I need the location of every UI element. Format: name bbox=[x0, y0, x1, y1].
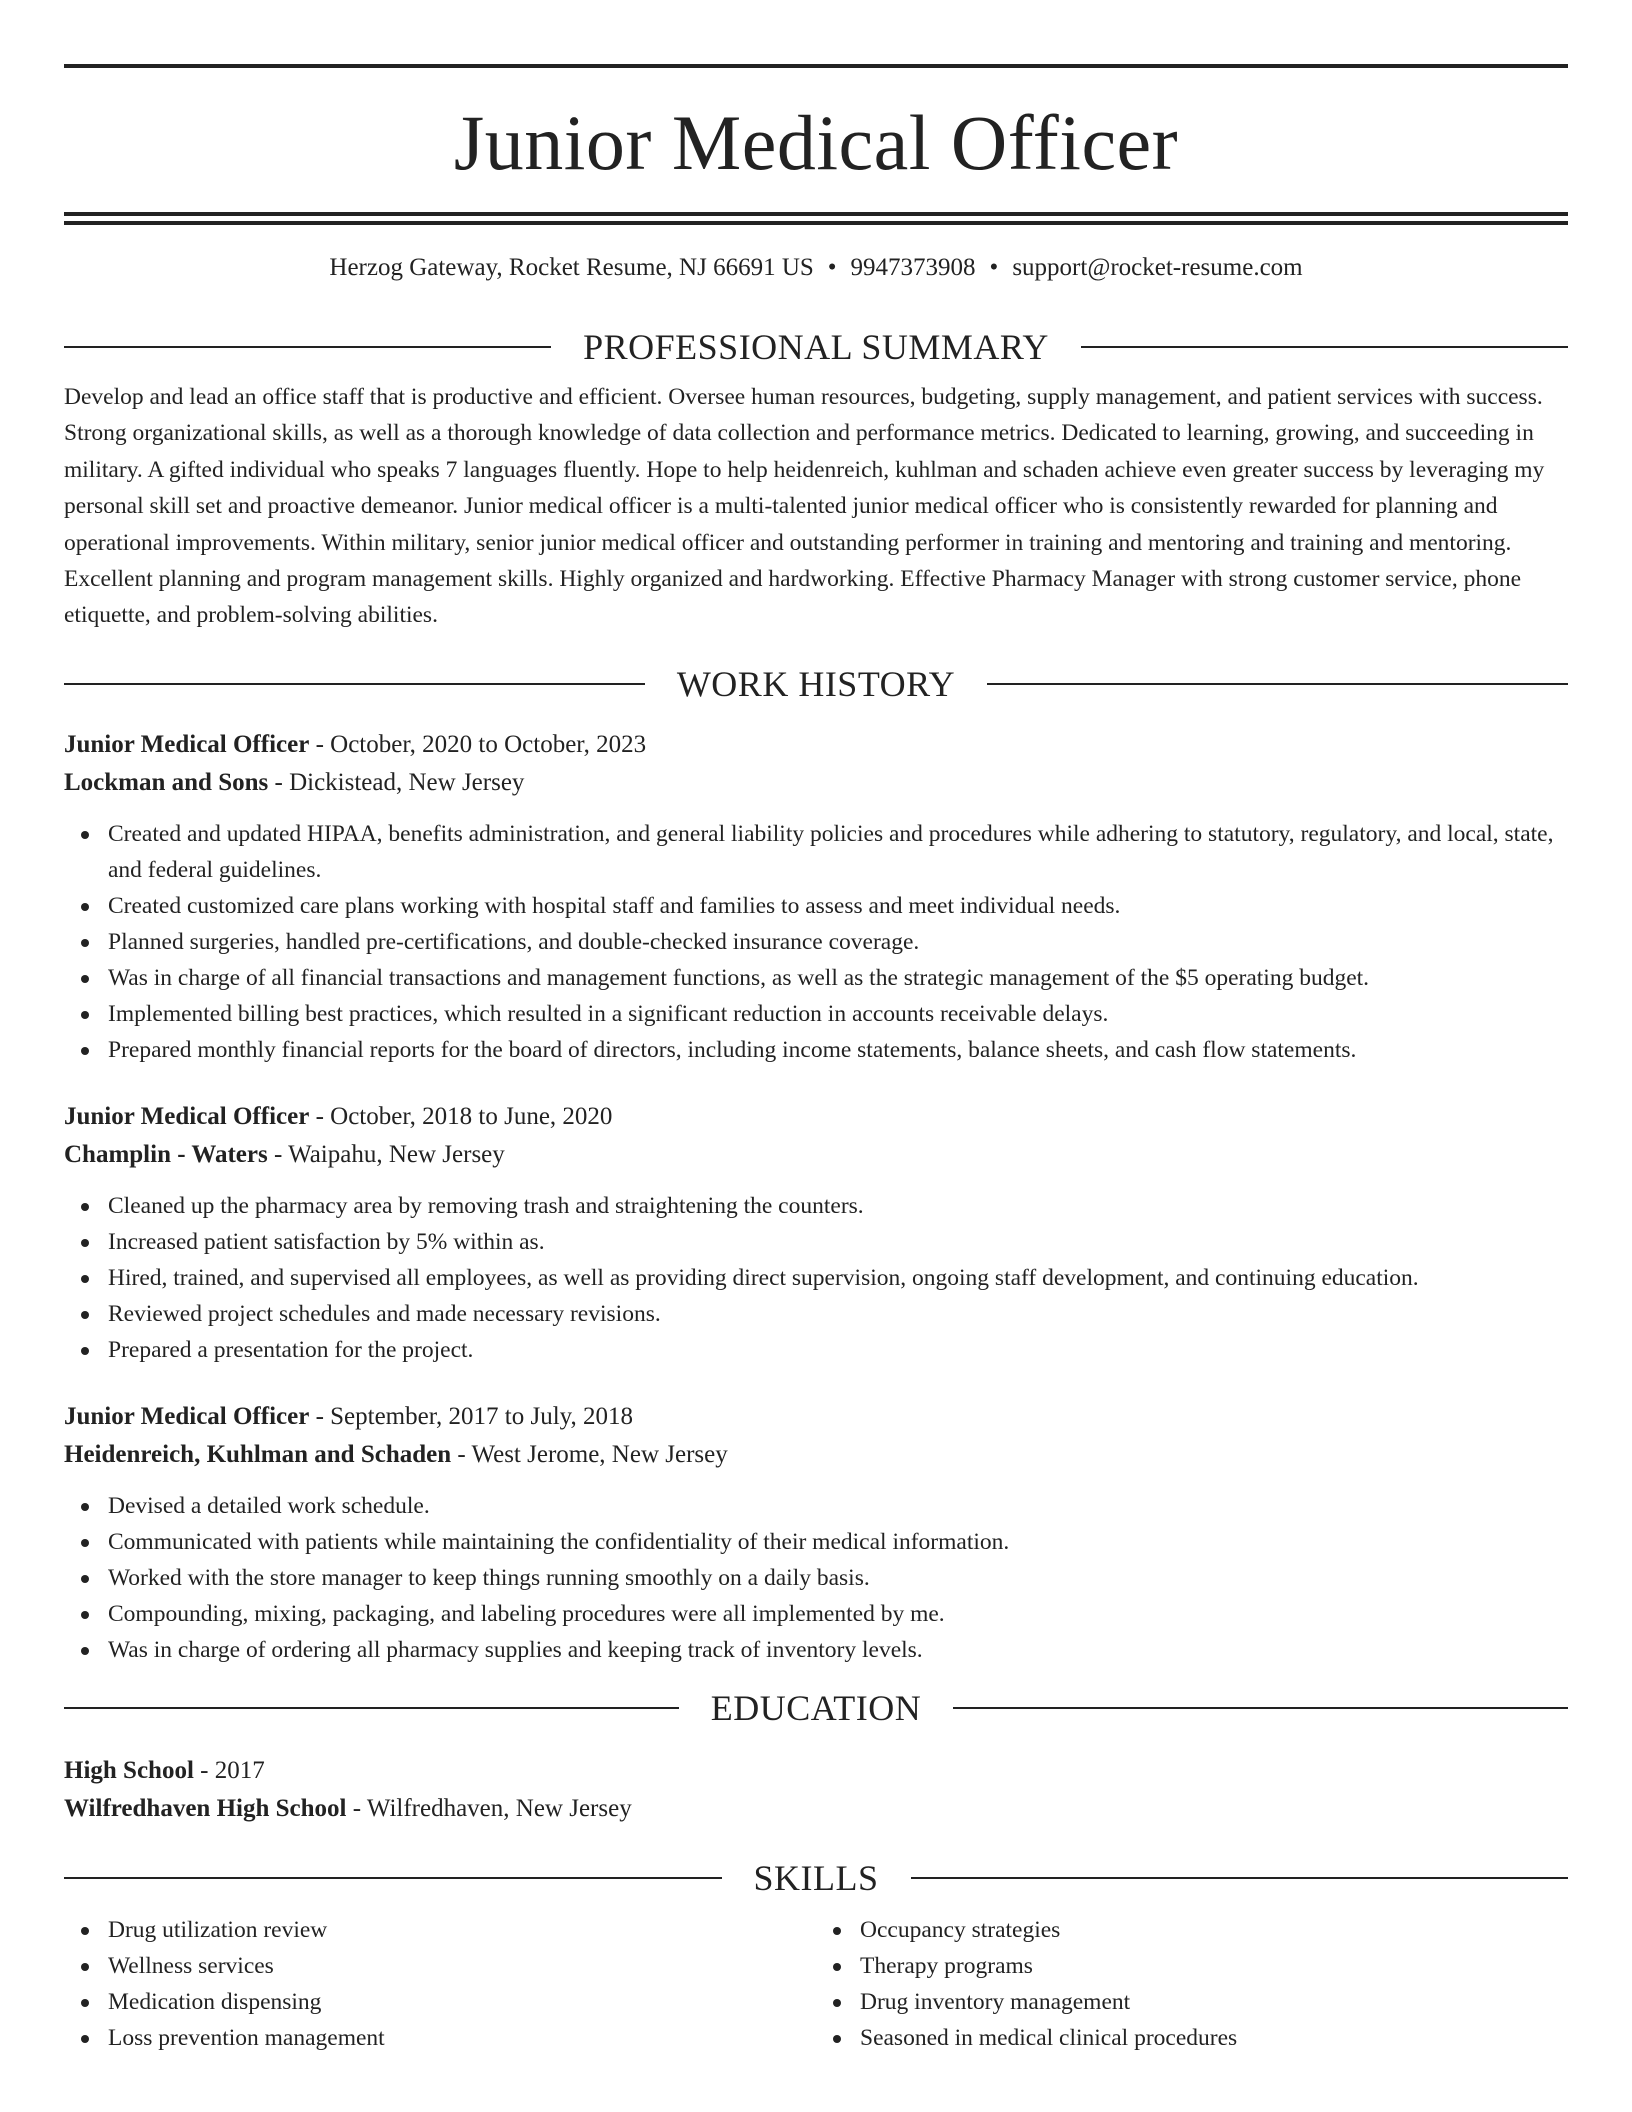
list-item: Prepared a presentation for the project. bbox=[64, 1332, 1568, 1368]
list-item: Worked with the store manager to keep things running smoothly on a daily basis. bbox=[64, 1560, 1568, 1596]
list-item: Reviewed project schedules and made necessary revisions. bbox=[64, 1296, 1568, 1332]
skills-section-heading bbox=[64, 1858, 1568, 1898]
skills-bullets bbox=[64, 1912, 816, 2056]
job-company-line bbox=[64, 1436, 1568, 1474]
contact-separator: • bbox=[989, 254, 999, 281]
list-item: Seasoned in medical clinical procedures bbox=[816, 2020, 1568, 2056]
job-company-line bbox=[64, 764, 1568, 802]
job-entry bbox=[64, 1098, 1568, 1368]
heading-rule bbox=[64, 1877, 722, 1879]
list-item: Was in charge of all financial transactions and management functions, as well as the strategic management of the $5 operating budget. bbox=[64, 960, 1568, 996]
job-title-line bbox=[64, 1098, 1568, 1136]
job-title-line bbox=[64, 1398, 1568, 1436]
summary-heading: PROFESSIONAL SUMMARY bbox=[583, 327, 1049, 367]
job-bullets bbox=[64, 816, 1568, 1068]
heading-rule bbox=[64, 1707, 679, 1709]
job-dates: - September, 2017 to July, 2018 bbox=[309, 1402, 634, 1430]
list-item: Implemented billing best practices, which resulted in a significant reduction in accounts receivable delays. bbox=[64, 996, 1568, 1032]
email: support@rocket-resume.com bbox=[1012, 254, 1303, 281]
heading-rule bbox=[911, 1877, 1569, 1879]
list-item: Hired, trained, and supervised all employees, as well as providing direct supervision, ongoing staff development, and continuing education. bbox=[64, 1260, 1568, 1296]
education-section-heading bbox=[64, 1688, 1568, 1728]
job-entry bbox=[64, 726, 1568, 1068]
list-item: Devised a detailed work schedule. bbox=[64, 1488, 1568, 1524]
job-entry bbox=[64, 1398, 1568, 1668]
list-item: Prepared monthly financial reports for the board of directors, including income statements, balance sheets, and cash flow statements. bbox=[64, 1032, 1568, 1068]
education-year: - 2017 bbox=[193, 1756, 265, 1784]
resume-name-title: Junior Medical Officer bbox=[453, 99, 1179, 186]
list-item: Occupancy strategies bbox=[816, 1912, 1568, 1948]
job-title: Junior Medical Officer bbox=[64, 730, 310, 758]
job-title: Junior Medical Officer bbox=[64, 1102, 310, 1130]
list-item: Medication dispensing bbox=[64, 1984, 816, 2020]
heading-rule bbox=[64, 683, 645, 685]
list-item: Cleaned up the pharmacy area by removing trash and straightening the counters. bbox=[64, 1188, 1568, 1224]
summary-text: Develop and lead an office staff that is productive and efficient. Oversee human resources, budgeting, supply management, and patient services with success. Strong organizational skills, as well as a thorough knowledge of data collection and performance metrics. Dedicated to learning, growing, and succeeding in military. A gifted individual who speaks 7 languages fluently. Hope to help heidenreich, kuhlman and schaden achieve even greater success by leveraging my personal skill set and proactive demeanor. Junior medical officer is a multi-talented junior medical officer who is consistently rewarded for planning and operational improvements. Within military, senior junior medical officer and outstanding performer in training and mentoring and training and mentoring. Excellent planning and program management skills. Highly organized and hardworking. Effective Pharmacy Manager with strong customer service, phone etiquette, and problem-solving abilities. bbox=[64, 384, 1545, 629]
heading-rule bbox=[1081, 346, 1568, 348]
education-school: Wilfredhaven High School bbox=[64, 1794, 347, 1822]
list-item: Was in charge of ordering all pharmacy supplies and keeping track of inventory levels. bbox=[64, 1632, 1568, 1668]
list-item: Compounding, mixing, packaging, and labeling procedures were all implemented by me. bbox=[64, 1596, 1568, 1632]
education-heading: EDUCATION bbox=[710, 1687, 922, 1728]
top-rule bbox=[64, 64, 1568, 68]
work-heading: WORK HISTORY bbox=[676, 663, 956, 704]
list-item: Drug inventory management bbox=[816, 1984, 1568, 2020]
address: Herzog Gateway, Rocket Resume, NJ 66691 US bbox=[329, 254, 814, 281]
job-dates: - October, 2018 to June, 2020 bbox=[309, 1102, 613, 1130]
skills-column-left bbox=[64, 1912, 816, 2056]
phone: 9947373908 bbox=[850, 254, 976, 281]
contact-line bbox=[64, 253, 1568, 283]
list-item: Wellness services bbox=[64, 1948, 816, 1984]
job-title-line bbox=[64, 726, 1568, 764]
heading-rule bbox=[987, 683, 1568, 685]
job-location: - Waipahu, New Jersey bbox=[267, 1140, 505, 1168]
list-item: Created and updated HIPAA, benefits administration, and general liability policies and procedures while adhering to statutory, regulatory, and local, state, and federal guidelines. bbox=[64, 816, 1568, 888]
contact-separator: • bbox=[827, 254, 837, 281]
list-item: Increased patient satisfaction by 5% within as. bbox=[64, 1224, 1568, 1260]
skills-column-right bbox=[816, 1912, 1568, 2056]
job-location: - Dickistead, New Jersey bbox=[268, 768, 525, 796]
education-school-line bbox=[64, 1790, 1568, 1828]
resume-page bbox=[64, 0, 1568, 2056]
list-item: Loss prevention management bbox=[64, 2020, 816, 2056]
job-title: Junior Medical Officer bbox=[64, 1402, 310, 1430]
work-section-heading bbox=[64, 664, 1568, 704]
list-item: Created customized care plans working with hospital staff and families to assess and meet individual needs. bbox=[64, 888, 1568, 924]
education-degree-line bbox=[64, 1752, 1568, 1790]
list-item: Planned surgeries, handled pre-certifications, and double-checked insurance coverage. bbox=[64, 924, 1568, 960]
education-degree: High School bbox=[64, 1756, 194, 1784]
job-location: - West Jerome, New Jersey bbox=[451, 1440, 728, 1468]
skills-bullets bbox=[816, 1912, 1568, 2056]
heading-rule bbox=[953, 1707, 1568, 1709]
job-bullets bbox=[64, 1188, 1568, 1368]
job-bullets bbox=[64, 1488, 1568, 1668]
job-company: Heidenreich, Kuhlman and Schaden bbox=[64, 1440, 452, 1468]
list-item: Drug utilization review bbox=[64, 1912, 816, 1948]
list-item: Communicated with patients while maintaining the confidentiality of their medical information. bbox=[64, 1524, 1568, 1560]
job-company: Lockman and Sons bbox=[64, 768, 269, 796]
list-item: Therapy programs bbox=[816, 1948, 1568, 1984]
summary-section-heading bbox=[64, 327, 1568, 367]
job-dates: - October, 2020 to October, 2023 bbox=[309, 730, 647, 758]
skills-list bbox=[64, 1912, 1568, 2056]
job-company-line bbox=[64, 1136, 1568, 1174]
education-location: - Wilfredhaven, New Jersey bbox=[346, 1794, 632, 1822]
skills-heading: SKILLS bbox=[753, 1857, 879, 1898]
education-entry bbox=[64, 1752, 1568, 1828]
double-rule bbox=[64, 212, 1568, 225]
job-company: Champlin - Waters bbox=[64, 1140, 268, 1168]
heading-rule bbox=[64, 346, 551, 348]
